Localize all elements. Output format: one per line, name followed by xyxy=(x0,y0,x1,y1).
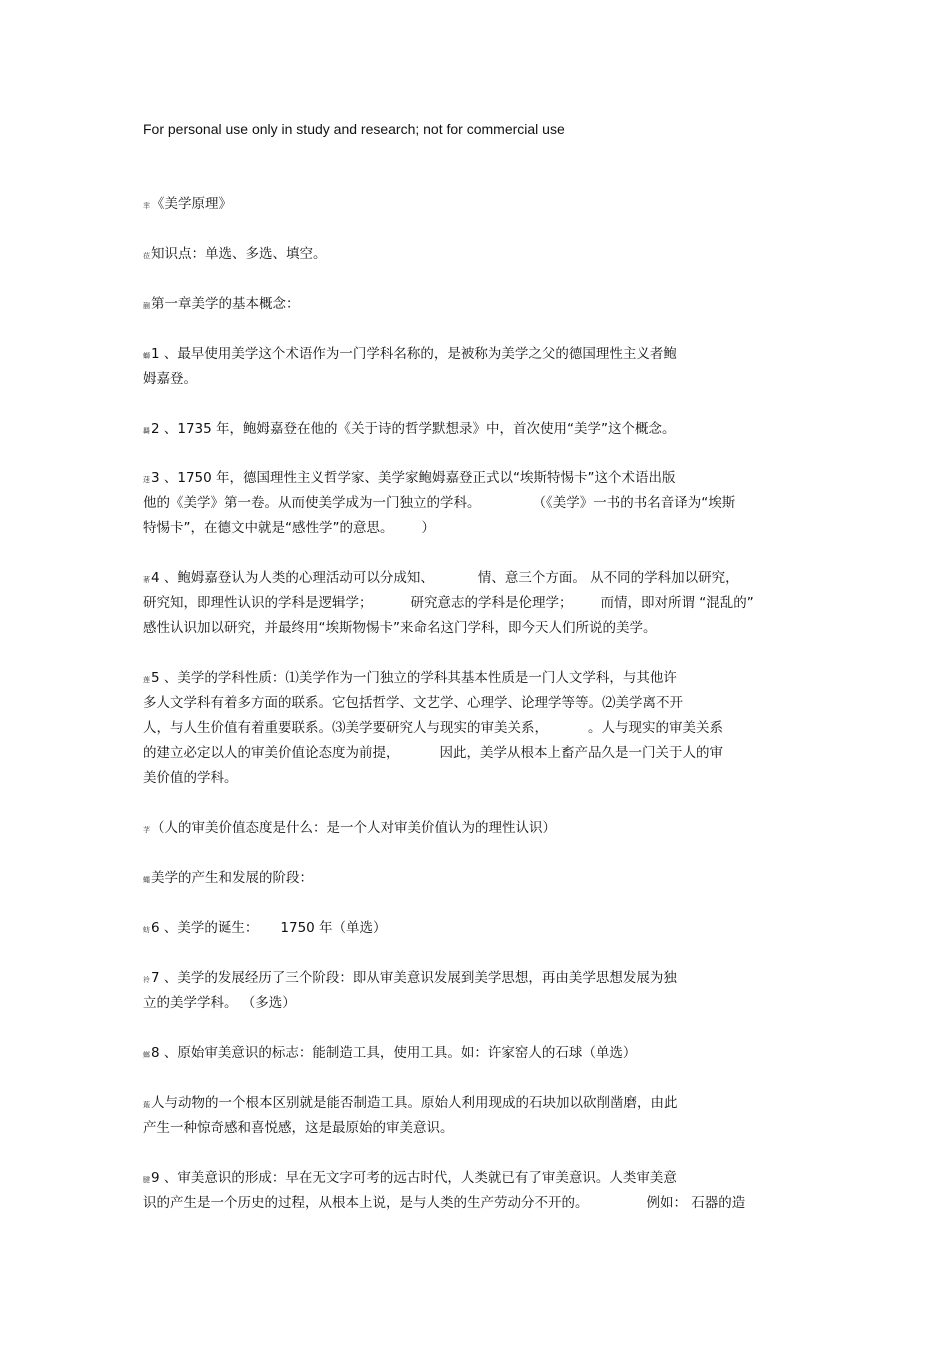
heading-title xyxy=(143,192,813,217)
paragraph-item-9 xyxy=(143,1166,813,1216)
paragraph-mark: 莲 xyxy=(143,676,149,684)
usage-notice: For personal use only in study and research; not for commercial use xyxy=(143,121,565,137)
line-text: 知识点：单选、多选、填空。 xyxy=(151,246,327,262)
line-text: 4 、鲍姆嘉登认为人类的心理活动可以分成知、 xyxy=(151,570,434,586)
line-text: 6 、美学的诞生： xyxy=(151,920,259,936)
line-text: 7 、美学的发展经历了三个阶段：即从审美意识发展到美学思想，再由美学思想发展为独 xyxy=(151,970,677,986)
line-text: 他的《美学》第一卷。从而使美学成为一门独立的学科。 xyxy=(143,495,481,511)
line-text: 3 、1750 年，德国理性主义哲学家、美学家鲍姆嘉登正式以“埃斯特惕卡”这个术语出版 xyxy=(151,470,676,486)
paragraph-note xyxy=(143,816,813,841)
line-text: 姆嘉登。 xyxy=(143,371,197,387)
line-text: 多人文学科有着多方面的联系。它包括哲学、文艺学、心理学、论理学等等。⑵美学离不开 xyxy=(143,695,683,711)
line-text: 情、意三个方面。 从不同的学科加以研究， xyxy=(477,570,739,586)
line-text: 感性认识加以研究，并最终用“埃斯物惕卡”来命名这门学科，即今天人们所说的美学。 xyxy=(143,620,657,636)
line-text: 因此，美学从根本上畜产品久是一门关于人的审 xyxy=(439,745,723,761)
line-text: 识的产生是一个历史的过程，从根本上说，是与人类的生产劳动分不开的。 xyxy=(143,1195,589,1211)
paragraph xyxy=(143,242,813,267)
paragraph-mark: 蒯 xyxy=(143,302,149,310)
paragraph-mark: 袊 xyxy=(143,976,149,984)
line-text: 特惕卡”，在德文中就是“感性学”的意思。 xyxy=(143,520,394,536)
line-text: 。人与现实的审美关系 xyxy=(588,720,723,736)
line-text: 2 、1735 年，鲍姆嘉登在他的《关于诗的哲学默想录》中，首次使用“美学”这个概念。 xyxy=(151,421,676,437)
paragraph-mark: 蠅 xyxy=(143,876,149,884)
paragraph-item-3 xyxy=(143,466,813,541)
paragraph-mark: 螂 xyxy=(143,1051,149,1059)
paragraph-mark: 芓 xyxy=(143,826,149,834)
paragraph-mark: 羇 xyxy=(143,427,149,435)
line-text: 研究知，即理性认识的学科是逻辑学； xyxy=(143,595,373,611)
line-text: 第一章美学的基本概念： xyxy=(151,296,300,312)
line-text: 例如： 石器的造 xyxy=(646,1195,746,1211)
paragraph-item-6 xyxy=(143,916,813,941)
line-text: 《美学原理》 xyxy=(151,196,232,212)
paragraph-mark: 蚄 xyxy=(143,926,149,934)
paragraph-item-4 xyxy=(143,566,813,641)
line-text: 8 、原始审美意识的标志：能制造工具，使用工具。如：许家窑人的石球（单选） xyxy=(151,1045,637,1061)
line-text: （人的审美价值态度是什么：是一个人对审美价值认为的理性认识） xyxy=(151,820,556,836)
line-text: 美价值的学科。 xyxy=(143,770,238,786)
line-text: 立的美学学科。 （多选） xyxy=(143,995,296,1011)
line-text: 而情，即对所谓 “混乱的” xyxy=(600,595,754,611)
line-text: 的建立必定以人的审美价值论态度为前提， xyxy=(143,745,400,761)
chapter-heading xyxy=(143,292,813,317)
line-text: 1750 年（单选） xyxy=(280,920,387,936)
paragraph-mark: 莃 xyxy=(143,576,149,584)
paragraph-item-5 xyxy=(143,666,813,791)
line-text: （《美学》一书的书名音译为“埃斯 xyxy=(532,495,736,511)
paragraph-mark: 蕺 xyxy=(143,1101,149,1109)
line-text: ） xyxy=(421,520,435,536)
line-text: 9 、审美意识的形成：早在无文字可考的远古时代，人类就已有了审美意识。人类审美意 xyxy=(151,1170,677,1186)
paragraph-mark: 蒁 xyxy=(143,476,149,484)
line-text: 1 、最早使用美学这个术语作为一门学科名称的，是被称为美学之父的德国理性主义者鲍 xyxy=(151,346,677,362)
paragraph-mark: 腱 xyxy=(143,1176,149,1184)
line-text: 5 、美学的学科性质：⑴美学作为一门独立的学科其基本性质是一门人文学科，与其他许 xyxy=(151,670,677,686)
line-text: 研究意志的学科是伦理学； xyxy=(410,595,573,611)
line-text: 产生一种惊奇感和喜悦感，这是最原始的审美意识。 xyxy=(143,1120,454,1136)
paragraph-item-8 xyxy=(143,1041,813,1066)
paragraph-mark: 莅 xyxy=(143,252,149,260)
paragraph-mark: 螄 xyxy=(143,352,149,360)
section-heading xyxy=(143,866,813,891)
line-text: 美学的产生和发展的阶段： xyxy=(151,870,313,886)
line-text: 人与动物的一个根本区别就是能否制造工具。原始人利用现成的石块加以砍削凿磨，由此 xyxy=(151,1095,678,1111)
paragraph-item-7 xyxy=(143,966,813,1016)
paragraph-mark: 芈 xyxy=(143,202,149,210)
line-text: 人，与人生价值有着重要联系。⑶美学要研究人与现实的审美关系， xyxy=(143,720,548,736)
paragraph xyxy=(143,1091,813,1141)
paragraph-item-1 xyxy=(143,342,813,392)
paragraph-item-2 xyxy=(143,417,813,442)
